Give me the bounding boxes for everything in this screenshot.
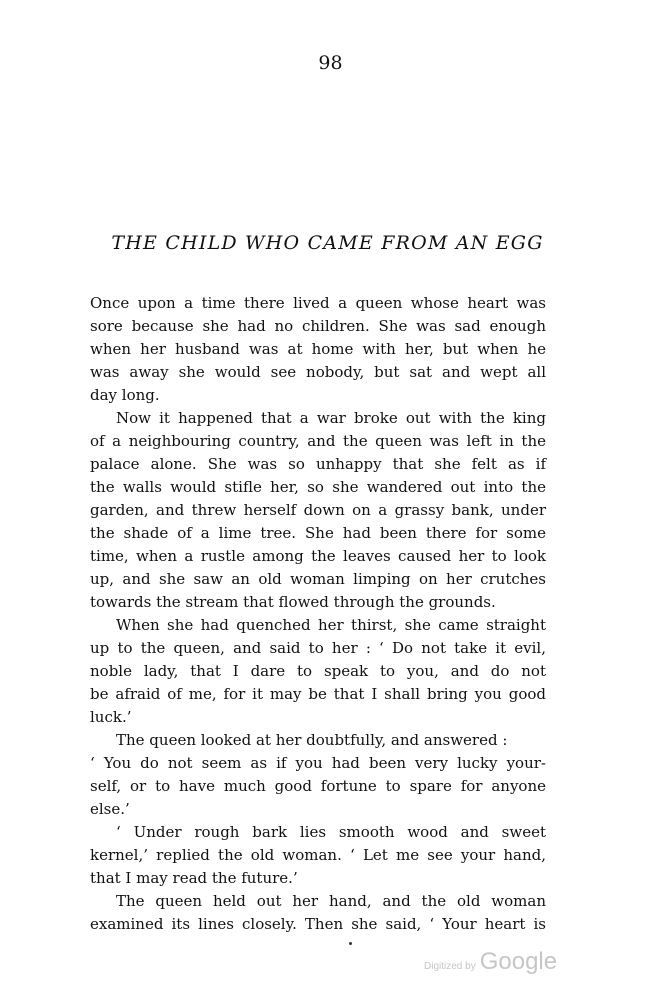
google-logo: Google xyxy=(479,948,558,975)
text-line: self, or to have much good fortune to spare for anyone xyxy=(90,777,546,795)
text-line: palace alone. She was so unhappy that she felt as if xyxy=(90,455,546,473)
text-line: the shade of a lime tree. She had been there for some xyxy=(90,524,546,542)
text-line: sore because she had no children. She was sad enough xyxy=(90,317,546,335)
text-line: ‘ You do not seem as if you had been very lucky your- xyxy=(90,754,546,772)
watermark-prefix: Digitized by xyxy=(424,961,476,972)
text-line: noble lady, that I dare to speak to you, and do not xyxy=(90,662,546,680)
text-line: When she had quenched her thirst, she came straight xyxy=(116,616,546,634)
text-line: up, and she saw an old woman limping on her crutches xyxy=(90,570,546,588)
text-line: of a neighbouring country, and the queen was left in the xyxy=(90,432,546,450)
text-line: that I may read the future.’ xyxy=(90,869,298,887)
text-line: day long. xyxy=(90,386,160,404)
text-line: when her husband was at home with her, but when he xyxy=(90,340,546,358)
text-line: garden, and threw herself down on a grassy bank, under xyxy=(90,501,546,519)
print-mark xyxy=(349,942,352,945)
text-line: up to the queen, and said to her : ‘ Do not take it evil, xyxy=(90,639,546,657)
text-line: Now it happened that a war broke out with the king xyxy=(116,409,546,427)
body-text xyxy=(90,292,546,936)
text-line: ‘ Under rough bark lies smooth wood and sweet xyxy=(116,823,546,841)
text-line: be afraid of me, for it may be that I shall bring you good xyxy=(90,685,546,703)
digitized-watermark xyxy=(424,948,557,976)
text-line: else.’ xyxy=(90,800,130,818)
text-line: the walls would stifle her, so she wandered out into the xyxy=(90,478,546,496)
text-line: The queen looked at her doubtfully, and answered : xyxy=(116,731,508,749)
text-line: kernel,’ replied the old woman. ‘ Let me see your hand, xyxy=(90,846,546,864)
text-line: examined its lines closely. Then she said, ‘ Your heart is xyxy=(90,915,546,933)
page-number: 98 xyxy=(318,52,343,74)
text-line: The queen held out her hand, and the old woman xyxy=(116,892,546,910)
chapter-title: THE CHILD WHO CAME FROM AN EGG xyxy=(111,232,544,254)
text-line: luck.’ xyxy=(90,708,132,726)
text-line: time, when a rustle among the leaves caused her to look xyxy=(90,547,546,565)
text-line: Once upon a time there lived a queen whose heart was xyxy=(90,294,546,312)
text-line: was away she would see nobody, but sat and wept all xyxy=(90,363,546,381)
text-line: towards the stream that flowed through the grounds. xyxy=(90,593,496,611)
